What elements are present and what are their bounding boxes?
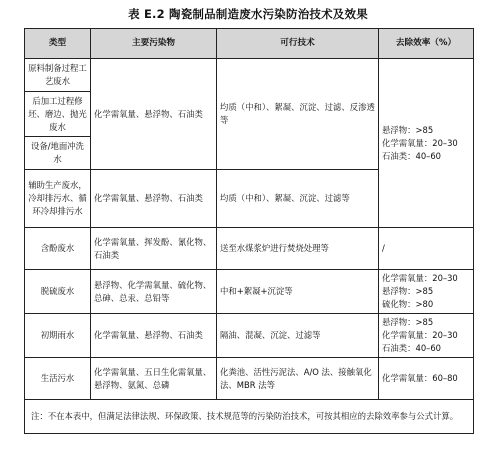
table-note: 注：不在本表中，但满足法律法规、环保政策、技术规范等的污染防治技术，可按其相应的去除效率参与公式计算。: [25, 400, 474, 434]
row-pollutants-cell: 化学需氧量、挥发酚、氰化物、石油类: [91, 228, 217, 270]
table-row: [25, 228, 474, 270]
row-type-cell: 原料制备过程工艺废水: [25, 59, 91, 92]
row-technology-cell: 中和+絮凝+沉淀等: [217, 270, 379, 314]
row-type-cell: 设备/地面冲洗水: [25, 137, 91, 170]
header-pollutants: 主要污染物: [91, 29, 217, 59]
row-technology-cell: 均质（中和）、絮凝、沉淀、过滤、反渗透等: [217, 59, 379, 170]
row-type-cell: 含酚废水: [25, 228, 91, 270]
header-type: 类型: [25, 29, 91, 59]
row-type-cell: 后加工过程修坯、磨边、抛光废水: [25, 92, 91, 137]
row-type-cell: 初期雨水: [25, 314, 91, 358]
table-row: [25, 270, 474, 314]
table-title: 表 E.2 陶瓷制品制造废水污染防治技术及效果: [128, 7, 368, 21]
row-pollutants-cell: 化学需氧量、悬浮物、石油类: [91, 59, 217, 170]
row-efficiency-cell: 悬浮物：>85 化学需氧量：20–30 石油类：40–60: [379, 314, 474, 358]
note-row: [25, 400, 474, 434]
row-efficiency-cell: 悬浮物：>85 化学需氧量：20–30 石油类：40–60: [379, 59, 474, 228]
row-type-cell: 生活污水: [25, 358, 91, 400]
table-row: [25, 59, 474, 92]
row-type-cell: 脱硫废水: [25, 270, 91, 314]
wastewater-treatment-table: [24, 28, 474, 434]
header-row: [25, 29, 474, 59]
row-pollutants-cell: 化学需氧量、五日生化需氧量、悬浮物、氨氮、总磷: [91, 358, 217, 400]
row-pollutants-cell: 化学需氧量、悬浮物、石油类: [91, 170, 217, 228]
row-technology-cell: 隔油、混凝、沉淀、过滤等: [217, 314, 379, 358]
table-row: [25, 314, 474, 358]
table-row: [25, 358, 474, 400]
row-pollutants-cell: 化学需氧量、悬浮物、石油类: [91, 314, 217, 358]
header-efficiency: 去除效率（%）: [379, 29, 474, 59]
row-technology-cell: 送至水煤浆炉进行焚烧处理等: [217, 228, 379, 270]
row-efficiency-cell: 化学需氧量：60–80: [379, 358, 474, 400]
row-technology-cell: 化粪池、活性污泥法、A/O 法、接触氧化法、MBR 法等: [217, 358, 379, 400]
row-pollutants-cell: 悬浮物、化学需氧量、硫化物、总砷、总汞、总铅等: [91, 270, 217, 314]
row-efficiency-cell: 化学需氧量：20–30 悬浮物：>85 硫化物：>80: [379, 270, 474, 314]
row-technology-cell: 均质（中和）、絮凝、沉淀、过滤等: [217, 170, 379, 228]
row-type-cell: 辅助生产废水，冷却排污水、循环冷却排污水: [25, 170, 91, 228]
header-technology: 可行技术: [217, 29, 379, 59]
row-efficiency-cell: /: [379, 228, 474, 270]
